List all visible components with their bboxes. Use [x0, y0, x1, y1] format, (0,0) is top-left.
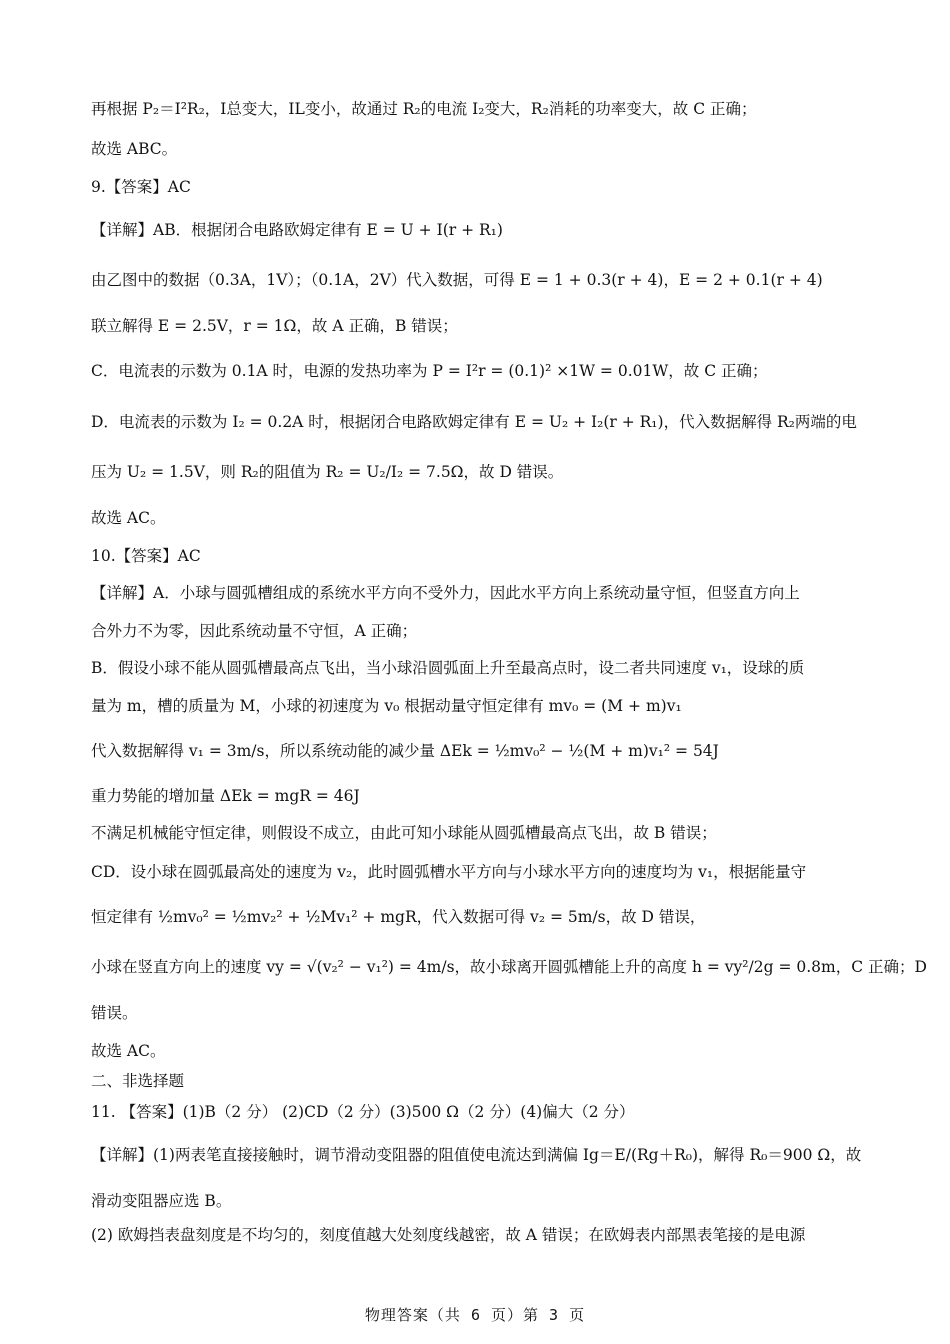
text-line-28: (2) 欧姆挡表盘刻度是不均匀的，刻度值越大处刻度线越密，故 A 错误；在欧姆表内部黑表笔接的是电源: [91, 1226, 806, 1244]
text-line-2: 故选 ABC。: [91, 140, 178, 158]
text-line-20: 恒定律有 ½mv₀² = ½mv₂² + ½Mv₁² + mgR，代入数据可得 v₂ = 5m/s，故 D 错误，: [91, 908, 706, 926]
text-line-12: 【详解】A．小球与圆弧槽组成的系统水平方向不受外力，因此水平方向上系统动量守恒，但竖直方向上: [91, 584, 800, 602]
page-footer: 物理答案（共 6 页）第 3 页: [364, 1306, 586, 1324]
answer-10-heading: 10.【答案】AC: [91, 547, 201, 565]
answer-9-heading: 9.【答案】AC: [91, 178, 191, 196]
text-line-18: 不满足机械能守恒定律，则假设不成立，由此可知小球能从圆弧槽最高点飞出，故 B 错误；: [91, 824, 717, 842]
text-line-4: 【详解】AB．根据闭合电路欧姆定律有 E = U + I(r + R₁): [91, 221, 503, 239]
text-line-19: CD．设小球在圆弧最高处的速度为 v₂，此时圆弧槽水平方向与小球水平方向的速度均为 v₁，根据能量守: [91, 863, 807, 881]
text-line-5: 由乙图中的数据（0.3A，1V）；（0.1A，2V）代入数据，可得 E = 1 + 0.3(r + 4)，E = 2 + 0.1(r + 4): [91, 271, 823, 289]
text-line-17: 重力势能的增加量 ΔEk = mgR = 46J: [91, 787, 360, 805]
text-line-14: B．假设小球不能从圆弧槽最高点飞出，当小球沿圆弧面上升至最高点时，设二者共同速度 v₁，设球的质: [91, 659, 805, 677]
text-line-15: 量为 m，槽的质量为 M，小球的初速度为 v₀ 根据动量守恒定律有 mv₀ = (M + m)v₁: [91, 697, 682, 715]
text-line-13: 合外力不为零，因此系统动量不守恒，A 正确；: [91, 622, 418, 640]
text-line-10: 故选 AC。: [91, 509, 166, 527]
text-line-6: 联立解得 E = 2.5V，r = 1Ω，故 A 正确，B 错误；: [91, 317, 458, 335]
text-line-23: 故选 AC。: [91, 1042, 166, 1060]
text-line-9: 压为 U₂ = 1.5V，则 R₂的阻值为 R₂ = U₂/I₂ = 7.5Ω，故 D 错误。: [91, 463, 564, 481]
text-line-27: 滑动变阻器应选 B。: [91, 1192, 232, 1210]
text-line-7: C．电流表的示数为 0.1A 时，电源的发热功率为 P = I²r = (0.1)² ×1W = 0.01W，故 C 正确；: [91, 362, 768, 380]
text-line-21: 小球在竖直方向上的速度 vy = √(v₂² − v₁²) = 4m/s，故小球离开圆弧槽能上升的高度 h = vy²/2g = 0.8m，C 正确；D: [91, 958, 927, 976]
text-line-16: 代入数据解得 v₁ = 3m/s，所以系统动能的减少量 ΔEk = ½mv₀² − ½(M + m)v₁² = 54J: [91, 742, 719, 760]
text-line-8: D．电流表的示数为 I₂ = 0.2A 时，根据闭合电路欧姆定律有 E = U₂ + I₂(r + R₁)，代入数据解得 R₂两端的电: [91, 413, 857, 431]
answer-11-heading: 11. 【答案】(1)B（2 分） (2)CD（2 分）(3)500 Ω（2 分）(4)偏大（2 分）: [91, 1103, 635, 1121]
section-heading: 二、非选择题: [91, 1072, 185, 1090]
text-line-26: 【详解】(1)两表笔直接接触时，调节滑动变阻器的阻值使电流达到满偏 Ig＝E/(Rg＋R₀)，解得 R₀＝900 Ω，故: [91, 1146, 862, 1164]
text-line-1: 再根据 P₂＝I²R₂，I总变大，IL变小，故通过 R₂的电流 I₂变大，R₂消耗的功率变大，故 C 正确；: [91, 100, 757, 118]
text-line-22: 错误。: [91, 1004, 138, 1022]
